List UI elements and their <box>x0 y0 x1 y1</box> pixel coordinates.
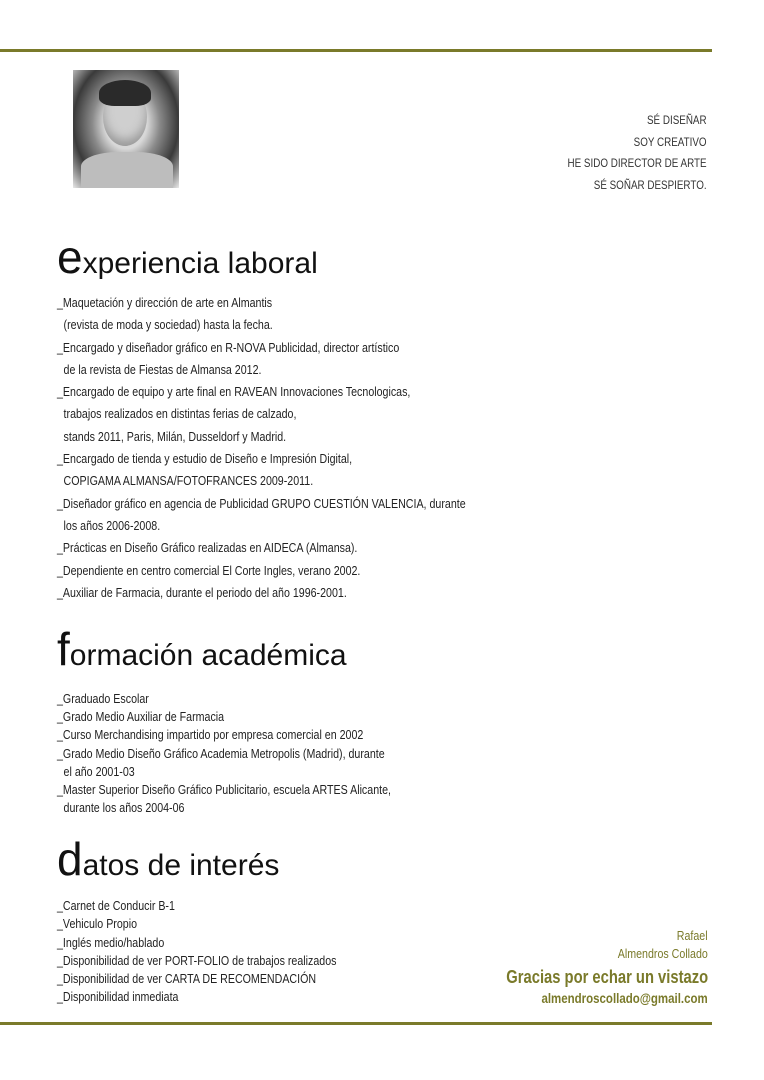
heading-rest: atos de interés <box>82 849 280 882</box>
list-item: _Dependiente en centro comercial El Corte Ingles, verano 2002. <box>57 562 361 578</box>
email-link[interactable]: almendroscollado@gmail.com <box>541 990 708 1006</box>
list-item: _Encargado de equipo y arte final en RAVEAN Innovaciones Tecnologicas, <box>57 384 411 400</box>
list-item: _Carnet de Conducir B-1 <box>57 898 175 913</box>
list-item: _Diseñador gráfico en agencia de Publicidad GRUPO CUESTIÓN VALENCIA, durante <box>57 495 466 511</box>
heading-initial: d <box>57 833 83 885</box>
list-item: _Encargado de tienda y estudio de Diseño e Impresión Digital, <box>57 451 353 467</box>
heading-initial: f <box>57 623 70 675</box>
list-item: _Encargado y diseñador gráfico en R-NOVA Publicidad, director artístico <box>57 339 400 355</box>
list-item: _Master Superior Diseño Gráfico Publicitario, escuela ARTES Alicante, <box>57 782 391 798</box>
heading-rest: xperiencia laboral <box>82 247 318 280</box>
top-rule <box>0 49 712 52</box>
list-item: _Graduado Escolar <box>57 691 149 706</box>
experiencia-heading <box>57 231 318 283</box>
list-item: _Auxiliar de Farmacia, durante el periodo del año 1996-2001. <box>57 584 347 600</box>
list-item: _Grado Medio Auxiliar de Farmacia <box>57 709 225 725</box>
experiencia-list <box>57 292 466 604</box>
formacion-heading <box>57 623 347 675</box>
tagline-line: SÉ SOÑAR DESPIERTO. <box>594 177 707 192</box>
list-item: _Grado Medio Diseño Gráfico Academia Metropolis (Madrid), durante <box>57 745 385 761</box>
list-item: stands 2011, Paris, Milán, Dusseldorf y Madrid. <box>63 428 287 444</box>
thanks-text: Gracias por echar un vistazo <box>506 967 708 987</box>
list-item: _Disponibilidad inmediata <box>57 989 179 1005</box>
tagline-line: SOY CREATIVO <box>634 134 707 149</box>
heading-initial: e <box>57 231 83 283</box>
list-item: _Disponibilidad de ver CARTA DE RECOMENDACIÓN <box>57 971 317 987</box>
datos-heading <box>57 833 280 885</box>
list-item: _Prácticas en Diseño Gráfico realizadas en AIDECA (Almansa). <box>57 540 358 556</box>
tagline <box>568 110 707 196</box>
list-item: el año 2001-03 <box>63 763 135 779</box>
list-item: de la revista de Fiestas de Almansa 2012. <box>63 361 262 377</box>
list-item: durante los años 2004-06 <box>63 800 185 816</box>
list-item: COPIGAMA ALMANSA/FOTOFRANCES 2009-2011. <box>63 473 314 489</box>
list-item: trabajos realizados en distintas ferias de calzado, <box>63 406 297 422</box>
list-item: _Disponibilidad de ver PORT-FOLIO de trabajos realizados <box>57 952 337 968</box>
tagline-line: SÉ DISEÑAR <box>647 113 707 127</box>
list-item: _Curso Merchandising impartido por empresa comercial en 2002 <box>57 727 364 743</box>
formacion-list <box>57 690 391 817</box>
list-item: _Maquetación y dirección de arte en Almantis <box>57 295 273 310</box>
first-name: Rafael <box>677 928 708 943</box>
tagline-line: HE SIDO DIRECTOR DE ARTE <box>567 156 707 170</box>
bottom-rule <box>0 1022 712 1025</box>
list-item: _Vehiculo Propio <box>57 916 138 932</box>
datos-list <box>57 897 336 1007</box>
profile-photo <box>73 70 179 188</box>
list-item: los años 2006-2008. <box>63 517 161 533</box>
list-item: (revista de moda y sociedad) hasta la fecha. <box>63 317 273 333</box>
list-item: _Inglés medio/hablado <box>57 934 165 950</box>
last-name: Almendros Collado <box>617 946 708 961</box>
heading-rest: ormación académica <box>69 639 347 672</box>
